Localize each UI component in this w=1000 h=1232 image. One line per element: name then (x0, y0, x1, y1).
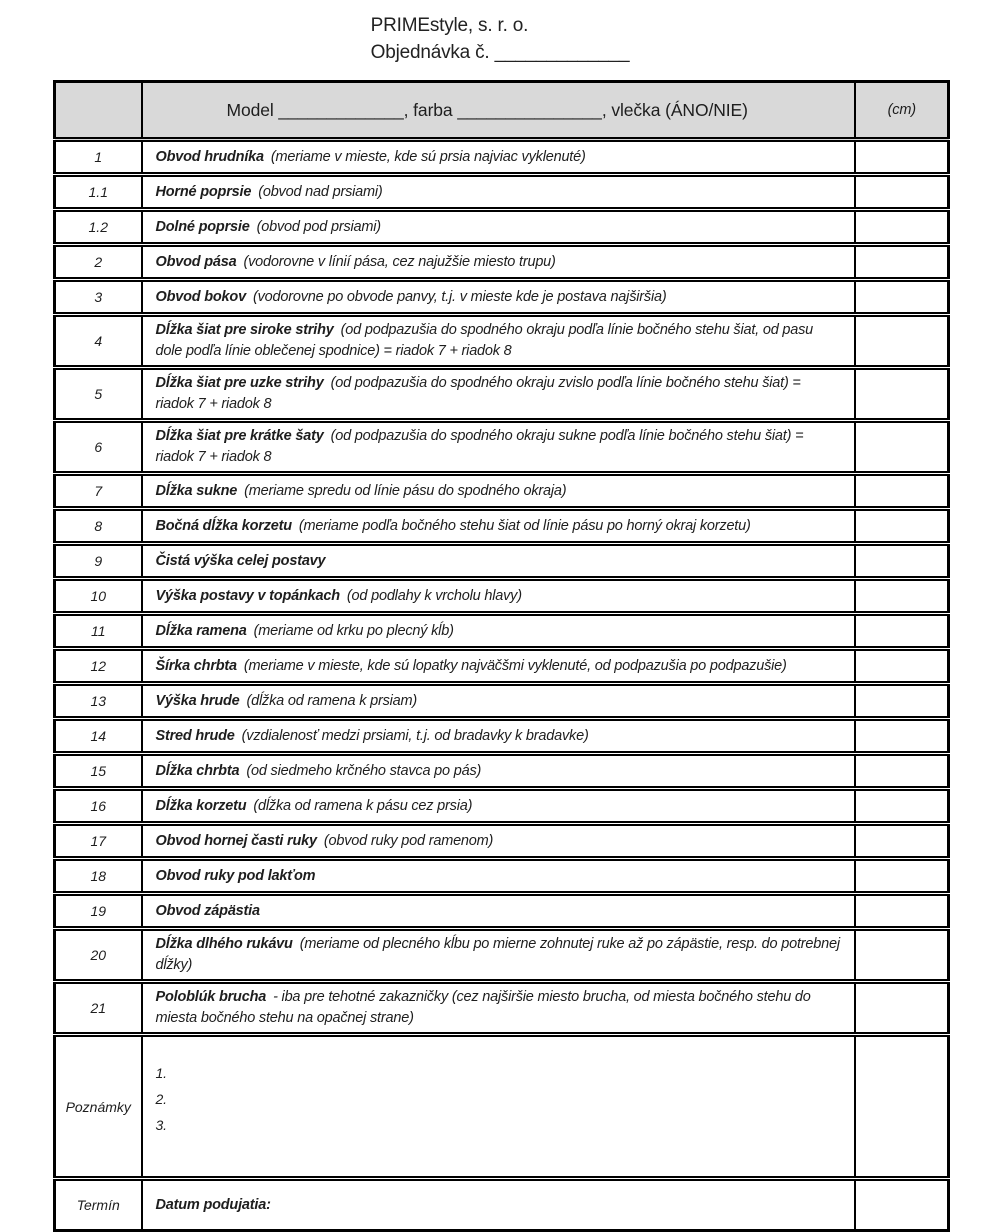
note-line-3: 3. (155, 1117, 167, 1134)
measurement-row (55, 859, 949, 894)
row-label: Dĺžka šiat pre uzke strihy (155, 375, 324, 392)
header-model-line: Model _____________, farba _______________, vlečka (ÁNO/NIE) (142, 82, 855, 140)
measurement-value-cell (855, 175, 949, 210)
order-number-line: Objednávka č. _____________ (370, 41, 630, 63)
measurement-row (55, 544, 949, 579)
row-detail: (meriame spredu od línie pásu do spodného okraja) (244, 482, 567, 499)
row-label: Obvod hrudníka (155, 148, 264, 165)
row-description (142, 649, 855, 684)
row-number: 16 (55, 789, 142, 824)
measurement-value-cell (855, 421, 949, 474)
row-number: 15 (55, 754, 142, 789)
row-label: Výška postavy v topánkach (155, 587, 340, 604)
row-description (142, 474, 855, 509)
note-line-1: 1. (155, 1065, 167, 1082)
measurement-row (55, 140, 949, 175)
measurement-value-cell (855, 140, 949, 175)
notes-row (55, 1035, 949, 1179)
measurement-value-cell (855, 245, 949, 280)
measurement-value-cell (855, 719, 949, 754)
row-number: 7 (55, 474, 142, 509)
measurement-value-cell (855, 474, 949, 509)
measurement-row (55, 175, 949, 210)
row-label: Šírka chrbta (155, 657, 237, 674)
term-field-label: Datum podujatia: (155, 1196, 271, 1213)
document-header (371, 0, 630, 66)
row-detail: (meriame v mieste, kde sú lopatky najväčšmi vyklenuté, od podpazušia po podpazušie) (243, 657, 787, 674)
row-label: Obvod bokov (155, 288, 246, 305)
measurement-row (55, 245, 949, 280)
row-description (142, 754, 855, 789)
row-description (142, 824, 855, 859)
row-label: Obvod hornej časti ruky (155, 832, 317, 849)
row-description (142, 140, 855, 175)
measurement-row (55, 579, 949, 614)
row-number: 4 (55, 315, 142, 368)
row-detail: (meriame podľa bočného stehu šiat od línie pásu po horný okraj korzetu) (298, 517, 751, 534)
row-number: 10 (55, 579, 142, 614)
row-label: Dĺžka sukne (155, 482, 238, 499)
row-description (142, 579, 855, 614)
measurement-value-cell (855, 684, 949, 719)
row-label: Obvod pása (155, 253, 237, 270)
header-empty-cell (55, 82, 142, 140)
measurement-value-cell (855, 649, 949, 684)
measurement-row (55, 894, 949, 929)
measurement-row (55, 421, 949, 474)
row-description (142, 421, 855, 474)
measurement-row (55, 474, 949, 509)
row-detail: (vzdialenosť medzi prsiami, t.j. od bradavky k bradavke) (241, 727, 589, 744)
measurement-value-cell (855, 544, 949, 579)
row-description (142, 210, 855, 245)
row-detail: (vodorovne po obvode panvy, t.j. v mieste kde je postava najširšia) (252, 288, 667, 305)
term-value-cell (855, 1179, 949, 1231)
row-description (142, 982, 855, 1035)
measurement-value-cell (855, 754, 949, 789)
row-description (142, 789, 855, 824)
table-header-row (55, 82, 949, 140)
row-detail: (od podpazušia do spodného okraju podľa línie bočného stehu šiat, od pasu dole podľa línie oblečenej spodnice) = riadok 7 + riadok 8 (155, 322, 814, 360)
row-detail: (od siedmeho krčného stavca po pás) (246, 762, 482, 779)
row-detail: (meriame od plecného kĺbu po mierne zohnutej ruke až po zápästie, resp. do potrebnej dĺžky) (155, 936, 840, 974)
row-number: 11 (55, 614, 142, 649)
row-number: 5 (55, 368, 142, 421)
measurement-row (55, 368, 949, 421)
term-row (55, 1179, 949, 1231)
row-detail: (od podpazušia do spodného okraju zvislo podľa línie bočného stehu šiat) = riadok 7 + riadok 8 (155, 375, 801, 413)
row-description (142, 245, 855, 280)
row-label: Poloblúk brucha (155, 989, 267, 1006)
row-description (142, 614, 855, 649)
row-description (142, 509, 855, 544)
row-label: Dolné poprsie (155, 218, 250, 235)
row-label: Dĺžka šiat pre krátke šaty (155, 428, 324, 445)
company-name: PRIMEstyle, s. r. o. (370, 15, 529, 36)
row-label: Dĺžka ramena (155, 622, 247, 639)
row-label: Dĺžka chrbta (155, 762, 240, 779)
row-number: 1 (55, 140, 142, 175)
measurement-row (55, 929, 949, 982)
row-number: 20 (55, 929, 142, 982)
row-detail: (vodorovne v línií pása, cez najužšie miesto trupu) (243, 253, 556, 270)
measurement-row (55, 789, 949, 824)
measurement-row (55, 824, 949, 859)
row-number: 1.1 (55, 175, 142, 210)
row-number: 2 (55, 245, 142, 280)
row-label: Výška hrude (155, 692, 240, 709)
row-detail: (od podpazušia do spodného okraju sukne podľa línie bočného stehu šiat) = riadok 7 + riadok 8 (155, 428, 804, 466)
notes-label: Poznámky (55, 1035, 142, 1179)
row-label: Bočná dĺžka korzetu (155, 517, 292, 534)
measurement-rows (55, 140, 949, 1035)
measurement-value-cell (855, 579, 949, 614)
row-number: 18 (55, 859, 142, 894)
measurement-row (55, 719, 949, 754)
row-description (142, 368, 855, 421)
row-detail: (obvod ruky pod ramenom) (323, 832, 494, 849)
measurement-value-cell (855, 929, 949, 982)
measurement-value-cell (855, 315, 949, 368)
measurement-value-cell (855, 509, 949, 544)
row-number: 14 (55, 719, 142, 754)
measurement-value-cell (855, 894, 949, 929)
measurement-row (55, 982, 949, 1035)
measurement-row (55, 649, 949, 684)
row-detail: (dĺžka od ramena k prsiam) (246, 692, 418, 709)
row-description (142, 719, 855, 754)
row-number: 6 (55, 421, 142, 474)
row-number: 3 (55, 280, 142, 315)
row-detail: (od podlahy k vrcholu hlavy) (346, 587, 522, 604)
row-label: Dĺžka korzetu (155, 797, 247, 814)
header-unit-cell: (cm) (855, 82, 949, 140)
row-number: 19 (55, 894, 142, 929)
row-label: Horné poprsie (155, 183, 252, 200)
term-content (142, 1179, 855, 1231)
measurement-row (55, 210, 949, 245)
row-description (142, 684, 855, 719)
row-number: 21 (55, 982, 142, 1035)
row-label: Dĺžka šiat pre siroke strihy (155, 322, 334, 339)
row-description (142, 544, 855, 579)
row-detail: (dĺžka od ramena k pásu cez prsia) (253, 797, 473, 814)
notes-value-cell (855, 1035, 949, 1179)
row-label: Obvod zápästia (155, 902, 260, 919)
row-detail: (meriame v mieste, kde sú prsia najviac vyklenuté) (270, 148, 586, 165)
measurement-row (55, 509, 949, 544)
row-label: Stred hrude (155, 727, 235, 744)
row-label: Dĺžka dlhého rukávu (155, 936, 293, 953)
measurement-value-cell (855, 368, 949, 421)
measurement-row (55, 684, 949, 719)
row-number: 13 (55, 684, 142, 719)
measurement-value-cell (855, 789, 949, 824)
row-label: Obvod ruky pod lakťom (155, 867, 316, 884)
row-label: Čistá výška celej postavy (155, 552, 326, 569)
row-detail: (meriame od krku po plecný kĺb) (253, 622, 454, 639)
measurement-row (55, 315, 949, 368)
row-number: 9 (55, 544, 142, 579)
row-detail: - iba pre tehotné zakazničky (cez najširšie miesto brucha, od miesta bočného stehu do miesta bočného stehu na opačnej strane) (155, 989, 811, 1027)
row-description (142, 929, 855, 982)
row-number: 12 (55, 649, 142, 684)
row-description (142, 280, 855, 315)
measurement-row (55, 614, 949, 649)
row-description (142, 859, 855, 894)
measurement-value-cell (855, 614, 949, 649)
measurement-value-cell (855, 210, 949, 245)
measurement-row (55, 754, 949, 789)
measurement-value-cell (855, 280, 949, 315)
term-label: Termín (55, 1179, 142, 1231)
measurement-value-cell (855, 824, 949, 859)
notes-content (142, 1035, 855, 1179)
row-detail: (obvod pod prsiami) (256, 218, 381, 235)
row-detail: (obvod nad prsiami) (258, 183, 383, 200)
measurement-row (55, 280, 949, 315)
row-description (142, 894, 855, 929)
row-number: 8 (55, 509, 142, 544)
row-number: 17 (55, 824, 142, 859)
measurement-table (53, 80, 950, 1232)
note-line-2: 2. (155, 1091, 167, 1108)
row-description (142, 175, 855, 210)
row-number: 1.2 (55, 210, 142, 245)
measurement-value-cell (855, 982, 949, 1035)
row-description (142, 315, 855, 368)
measurement-value-cell (855, 859, 949, 894)
